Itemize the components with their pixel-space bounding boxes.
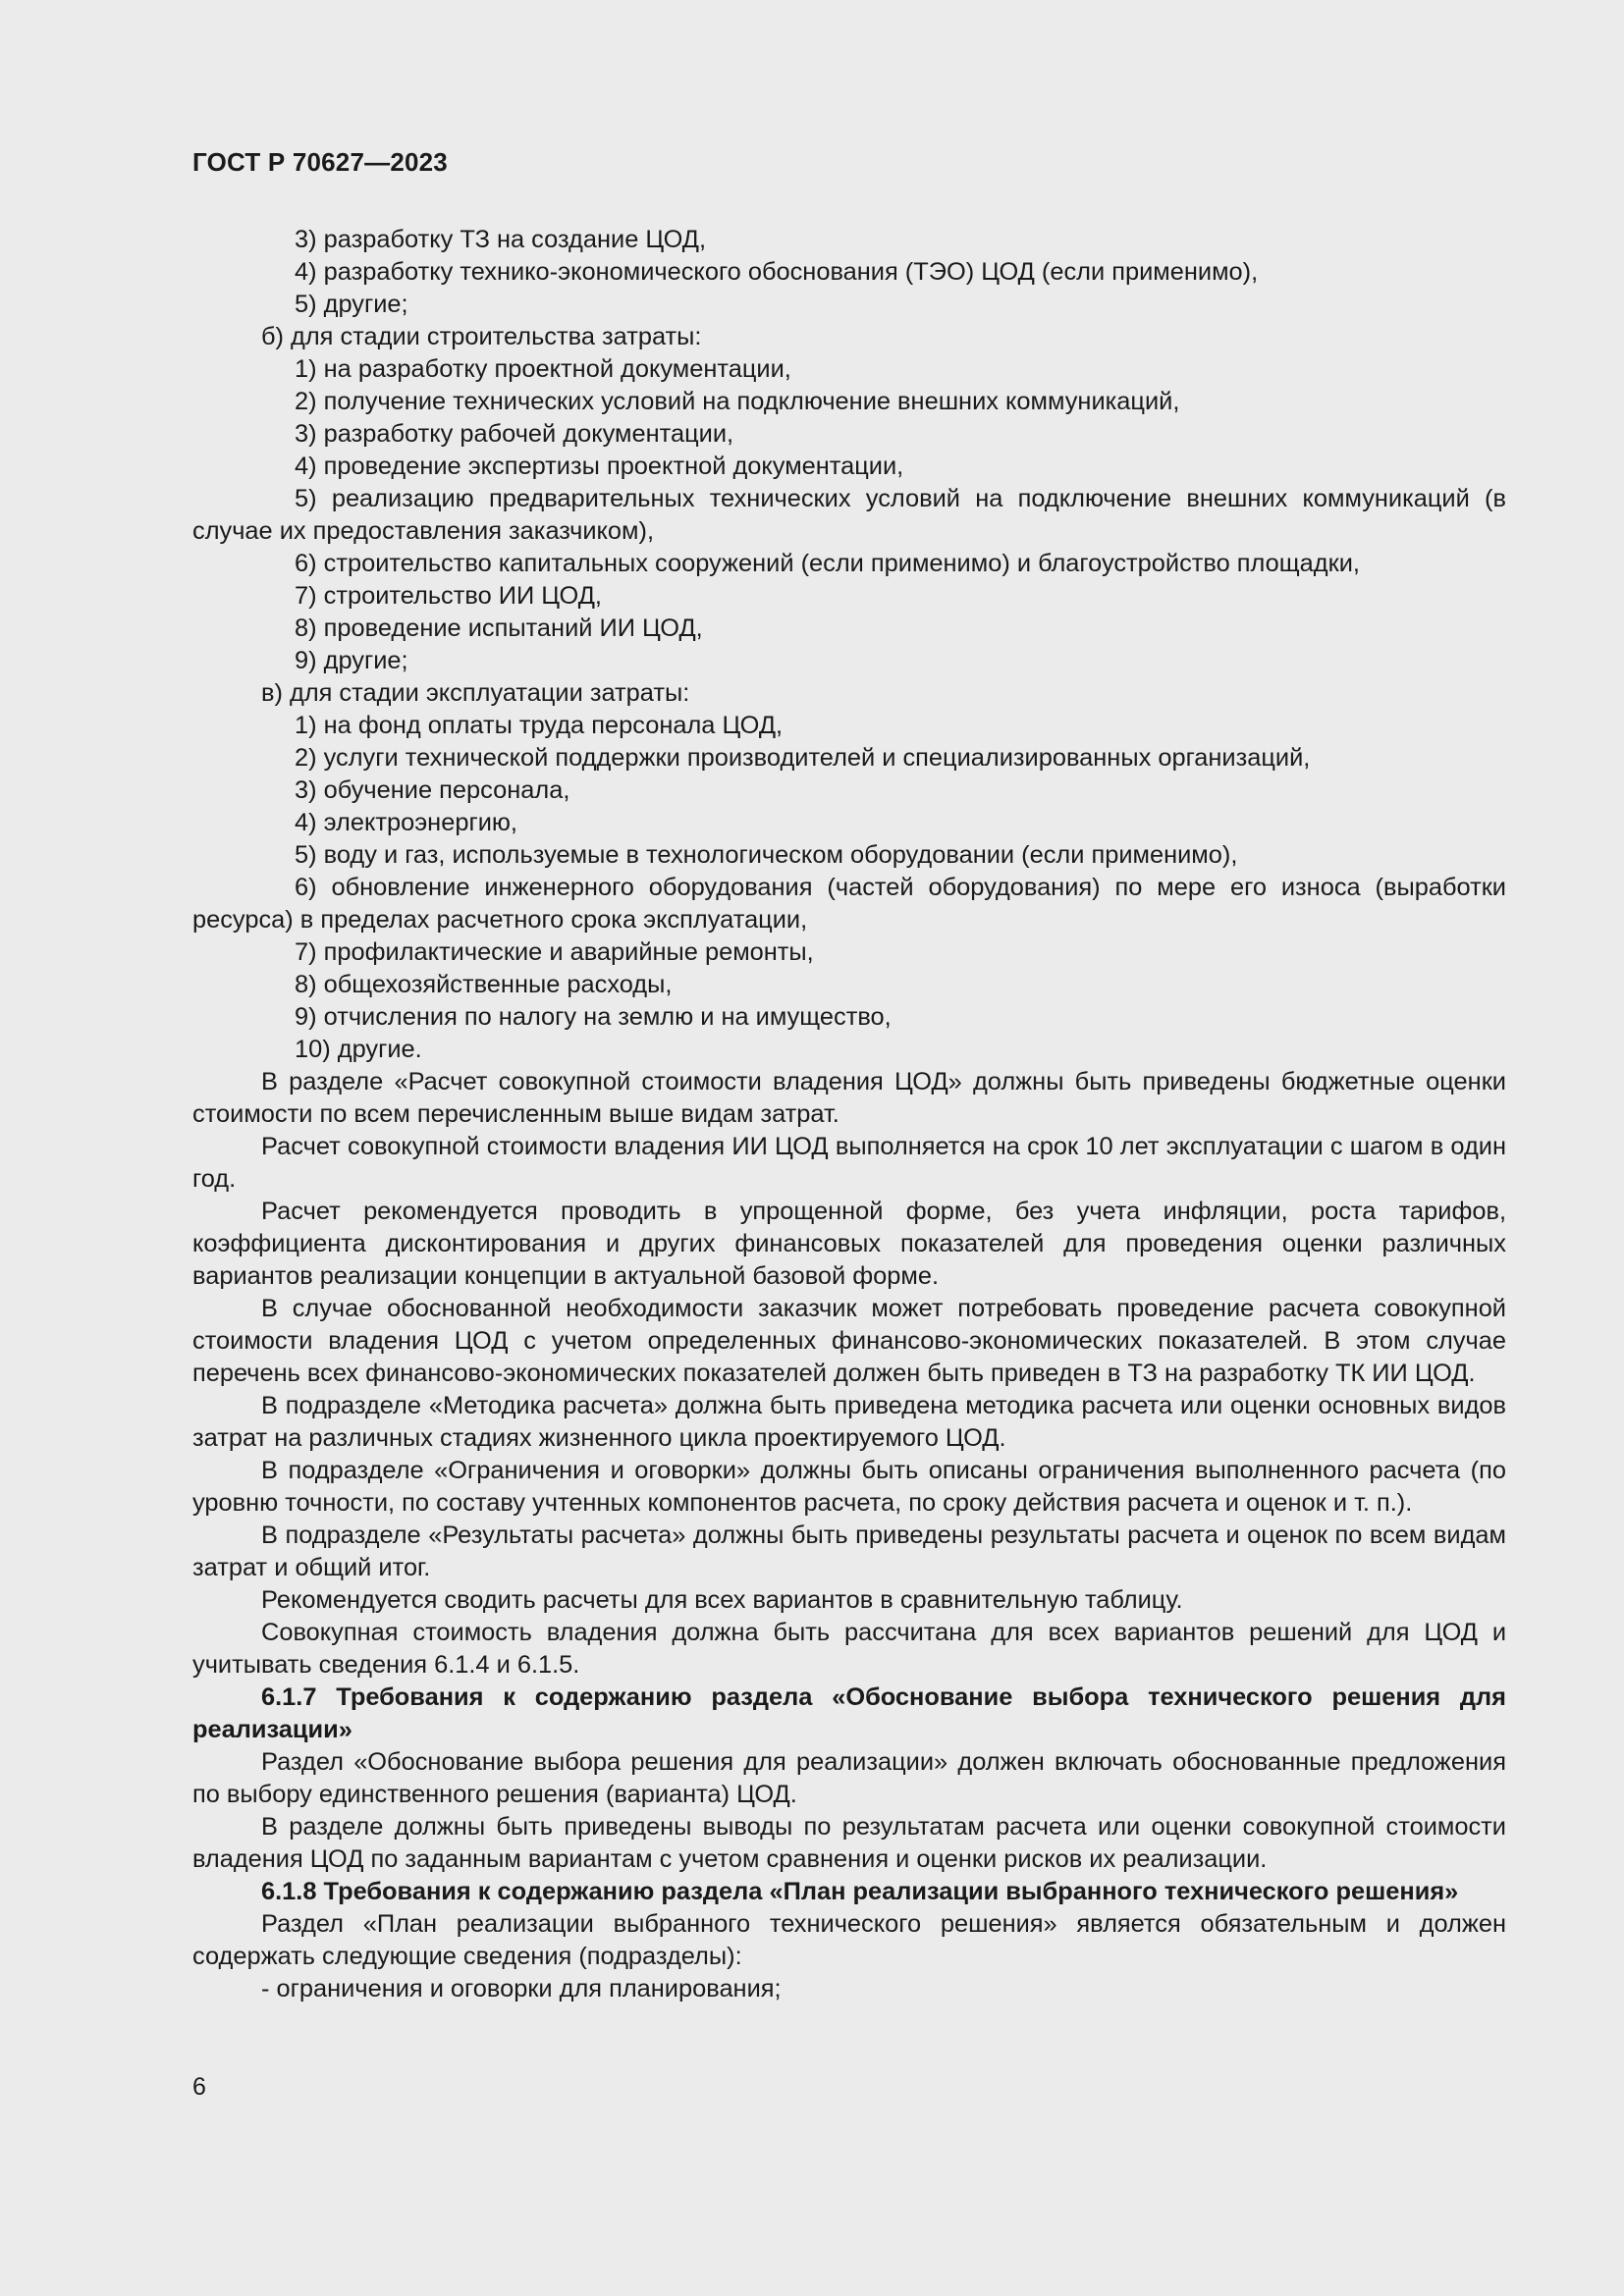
document-body — [192, 224, 1506, 2005]
page-number: 6 — [192, 2073, 206, 2101]
text-line: 8) проведение испытаний ИИ ЦОД, — [295, 614, 703, 642]
text-line: 4) электроэнергию, — [295, 809, 517, 836]
document-header: ГОСТ Р 70627—2023 — [192, 147, 448, 177]
text-line: 2) услуги технической поддержки производителей и специализированных организаций, — [295, 744, 1311, 772]
paragraph: Раздел «Обоснование выбора решения для реализации» должен включать обоснованные предложения по выбору единственного решения (варианта) ЦОД. — [192, 1748, 1506, 1808]
section-heading: 6.1.8 Требования к содержанию раздела «План реализации выбранного технического решения» — [261, 1878, 1459, 1905]
text-line: 1) на разработку проектной документации, — [295, 355, 791, 383]
paragraph: В подразделе «Результаты расчета» должны быть приведены результаты расчета и оценок по всем видам затрат и общий итог. — [192, 1522, 1506, 1581]
list-item: - ограничения и оговорки для планирования; — [261, 1975, 782, 2002]
text-line: б) для стадии строительства затраты: — [261, 323, 702, 350]
text-line: 5) воду и газ, используемые в технологическом оборудовании (если применимо), — [295, 841, 1238, 869]
paragraph: В случае обоснованной необходимости заказчик может потребовать проведение расчета совокупной стоимости владения ЦОД с учетом определенных финансово-экономических показателей. В этом случае перечень всех финансово-экономических показателей должен быть приведен в ТЗ на разработку ТК ИИ ЦОД. — [192, 1295, 1506, 1387]
text-line: в) для стадии эксплуатации затраты: — [261, 679, 690, 707]
paragraph: В разделе «Расчет совокупной стоимости владения ЦОД» должны быть приведены бюджетные оценки стоимости по всем перечисленным выше видам затрат. — [192, 1068, 1506, 1128]
paragraph: Раздел «План реализации выбранного технического решения» является обязательным и должен содержать следующие сведения (подразделы): — [192, 1910, 1506, 1970]
paragraph: В разделе должны быть приведены выводы по результатам расчета или оценки совокупной стоимости владения ЦОД по заданным вариантам с учетом сравнения и оценки рисков их реализации. — [192, 1813, 1506, 1873]
text-line: 1) на фонд оплаты труда персонала ЦОД, — [295, 712, 784, 739]
paragraph: Рекомендуется сводить расчеты для всех вариантов в сравнительную таблицу. — [261, 1586, 1183, 1614]
text-line: 5) реализацию предварительных технических условий на подключение внешних коммуникаций (в случае их предоставления заказчиком), — [192, 485, 1506, 545]
paragraph: В подразделе «Ограничения и оговорки» должны быть описаны ограничения выполненного расчета (по уровню точности, по составу учтенных компонентов расчета, по сроку действия расчета и оценок и т. п.). — [192, 1457, 1506, 1517]
text-line: 7) строительство ИИ ЦОД, — [295, 582, 602, 610]
section-heading: 6.1.7 Требования к содержанию раздела «Обоснование выбора технического решения для реализации» — [192, 1683, 1506, 1743]
text-line: 3) обучение персонала, — [295, 776, 570, 804]
text-line: 9) отчисления по налогу на землю и на имущество, — [295, 1003, 892, 1031]
text-line: 9) другие; — [295, 647, 408, 674]
text-line: 8) общехозяйственные расходы, — [295, 971, 673, 998]
text-line: 4) проведение экспертизы проектной документации, — [295, 453, 904, 480]
paragraph: Расчет рекомендуется проводить в упрощенной форме, без учета инфляции, роста тарифов, коэффициента дисконтирования и других финансовых показателей для проведения оценки различных вариантов реализации концепции в актуальной базовой форме. — [192, 1198, 1506, 1290]
paragraph: Совокупная стоимость владения должна быть рассчитана для всех вариантов решений для ЦОД и учитывать сведения 6.1.4 и 6.1.5. — [192, 1619, 1506, 1679]
text-line: 2) получение технических условий на подключение внешних коммуникаций, — [295, 388, 1180, 415]
paragraph: Расчет совокупной стоимости владения ИИ ЦОД выполняется на срок 10 лет эксплуатации с шагом в один год. — [192, 1133, 1506, 1193]
paragraph: В подразделе «Методика расчета» должна быть приведена методика расчета или оценки основных видов затрат на различных стадиях жизненного цикла проектируемого ЦОД. — [192, 1392, 1506, 1452]
text-line: 6) строительство капитальных сооружений (если применимо) и благоустройство площадки, — [295, 550, 1360, 577]
text-line: 7) профилактические и аварийные ремонты, — [295, 938, 814, 966]
text-line: 5) другие; — [295, 291, 408, 318]
text-line: 3) разработку рабочей документации, — [295, 420, 734, 448]
text-line: 4) разработку технико-экономического обоснования (ТЭО) ЦОД (если применимо), — [295, 258, 1259, 286]
text-line: 6) обновление инженерного оборудования (частей оборудования) по мере его износа (выработки ресурса) в пределах расчетного срока эксплуатации, — [192, 874, 1506, 934]
text-line: 3) разработку ТЗ на создание ЦОД, — [295, 226, 707, 253]
text-line: 10) другие. — [295, 1036, 422, 1063]
